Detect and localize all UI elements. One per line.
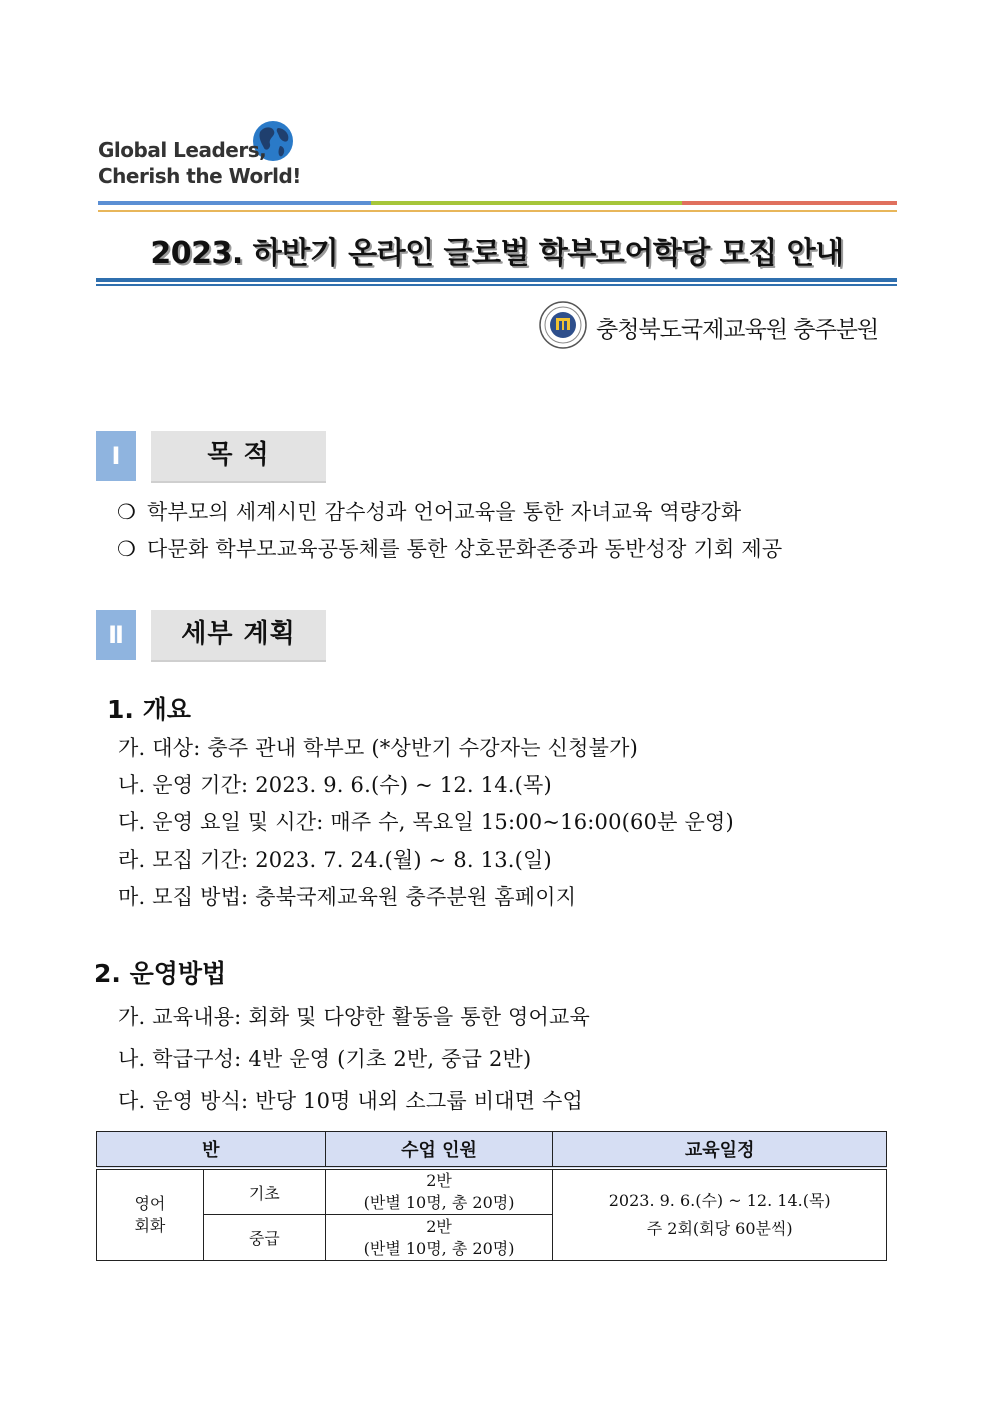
title-rule (96, 278, 897, 282)
logo-line2: Cherish the World! (98, 164, 301, 188)
logo-line1: Global Leaders, (98, 138, 267, 162)
class-group: 영어 회화 (97, 1168, 204, 1261)
color-bar-blue (98, 201, 371, 205)
class-level: 중급 (203, 1215, 325, 1261)
header-schedule: 교육일정 (553, 1132, 887, 1169)
section1-item (117, 533, 782, 563)
section1-number: Ⅰ (96, 431, 136, 481)
circle-bullet-icon: ❍ (117, 500, 137, 524)
color-bar-thin (98, 210, 897, 212)
section1-heading: 목 적 (151, 431, 326, 483)
method-item: 다. 운영 방식: 반당 10명 내외 소그룹 비대면 수업 (118, 1089, 584, 1113)
class-level: 기초 (203, 1168, 325, 1215)
section1-item (117, 496, 741, 526)
class-count: 2반 (반별 10명, 총 20명) (325, 1215, 553, 1261)
subsection-method-title: 2. 운영방법 (94, 959, 227, 988)
section1-item-text: 학부모의 세계시민 감수성과 언어교육을 통한 자녀교육 역량강화 (147, 500, 742, 524)
subsection-overview-title: 1. 개요 (107, 695, 191, 724)
organization-name: 충청북도국제교육원 충주분원 (596, 317, 879, 343)
header-class: 반 (97, 1132, 326, 1169)
title-rule-thin (96, 284, 897, 286)
institution-seal-icon (538, 300, 588, 350)
schedule-table (96, 1131, 887, 1261)
class-schedule: 2023. 9. 6.(수) ~ 12. 14.(목) 주 2회(회당 60분씩) (553, 1168, 887, 1261)
overview-item: 마. 모집 방법: 충북국제교육원 충주분원 홈페이지 (118, 885, 577, 909)
page-title: 2023. 하반기 온라인 글로벌 학부모어학당 모집 안내 (150, 236, 844, 271)
table-header-row (97, 1132, 887, 1169)
overview-item: 나. 운영 기간: 2023. 9. 6.(수) ~ 12. 14.(목) (118, 773, 552, 797)
section1-item-text: 다문화 학부모교육공동체를 통한 상호문화존중과 동반성장 기회 제공 (147, 537, 783, 561)
color-bar-red (682, 201, 897, 205)
table-row (97, 1168, 887, 1215)
circle-bullet-icon: ❍ (117, 537, 137, 561)
overview-item: 라. 모집 기간: 2023. 7. 24.(월) ~ 8. 13.(일) (118, 848, 552, 872)
overview-item: 다. 운영 요일 및 시간: 매주 수, 목요일 15:00~16:00(60분 운영) (118, 810, 734, 834)
method-item: 나. 학급구성: 4반 운영 (기초 2반, 중급 2반) (118, 1047, 532, 1071)
method-item: 가. 교육내용: 회화 및 다양한 활동을 통한 영어교육 (118, 1005, 590, 1029)
header-count: 수업 인원 (325, 1132, 553, 1169)
section2-number: Ⅱ (96, 610, 136, 660)
overview-item: 가. 대상: 충주 관내 학부모 (*상반기 수강자는 신청불가) (118, 736, 638, 760)
global-leaders-logo (98, 118, 301, 194)
class-count: 2반 (반별 10명, 총 20명) (325, 1168, 553, 1215)
section2-heading: 세부 계획 (151, 610, 326, 662)
color-bar-green (371, 201, 682, 205)
